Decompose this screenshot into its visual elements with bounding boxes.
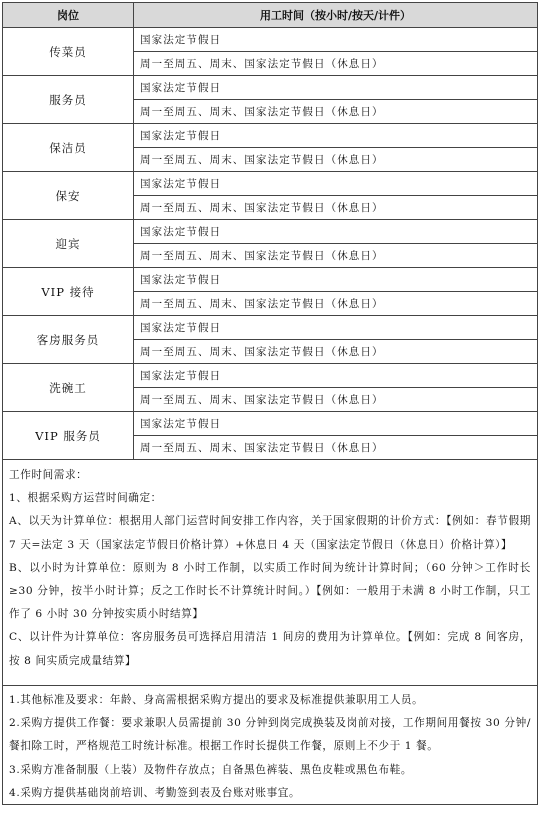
- position-cell: 迎宾: [3, 220, 134, 268]
- option-holiday: 国家法定节假日: [134, 28, 538, 52]
- table-row: [3, 316, 538, 340]
- option-holiday: 国家法定节假日: [134, 316, 538, 340]
- position-cell: VIP 接待: [3, 268, 134, 316]
- position-cell: 传菜员: [3, 28, 134, 76]
- option-weekdays-weekend-holiday: 周一至周五、周末、国家法定节假日（休息日）: [134, 292, 538, 316]
- position-cell: 服务员: [3, 76, 134, 124]
- table-row: [3, 364, 538, 388]
- table-row: [3, 172, 538, 196]
- table-row: [3, 124, 538, 148]
- option-holiday: 国家法定节假日: [134, 268, 538, 292]
- requirements-item-b: B、以小时为计算单位：原则为 8 小时工作制，以实质工作时间为统计计算时间；（60 分钟＞工作时长≥30 分钟，按半小时计算；反之工作时长不计算统计时间。）【例如：一般用于未满 8 小时工作制，只工作了 6 小时 30 分钟按实质小时结算】: [9, 561, 531, 621]
- requirements-item-c: C、以计件为计算单位：客房服务员可选择启用清洁 1 间房的费用为计算单位。【例如：完成 8 间客房，按 8 间实质完成量结算】: [9, 631, 531, 667]
- position-cell: 洗碗工: [3, 364, 134, 412]
- document: [2, 2, 538, 805]
- option-weekdays-weekend-holiday: 周一至周五、周末、国家法定节假日（休息日）: [134, 340, 538, 364]
- position-cell: 保安: [3, 172, 134, 220]
- option-weekdays-weekend-holiday: 周一至周五、周末、国家法定节假日（休息日）: [134, 436, 538, 460]
- table-body: [3, 28, 538, 460]
- option-weekdays-weekend-holiday: 周一至周五、周末、国家法定节假日（休息日）: [134, 388, 538, 412]
- table-row: [3, 220, 538, 244]
- header-position: 岗位: [3, 3, 134, 28]
- other-item-4: 4.采购方提供基础岗前培训、考勤签到表及台账对账事宜。: [9, 786, 301, 799]
- option-weekdays-weekend-holiday: 周一至周五、周末、国家法定节假日（休息日）: [134, 100, 538, 124]
- other-item-3: 3.采购方准备制服（上装）及物件存放点；自备黑色裤装、黑色皮鞋或黑色布鞋。: [9, 763, 413, 776]
- table-row: [3, 76, 538, 100]
- option-weekdays-weekend-holiday: 周一至周五、周末、国家法定节假日（休息日）: [134, 244, 538, 268]
- option-holiday: 国家法定节假日: [134, 364, 538, 388]
- other-item-2: 2.采购方提供工作餐：要求兼职人员需提前 30 分钟到岗完成换装及岗前对接，工作期间用餐按 30 分钟/餐扣除工时，严格规范工时统计标准。根据工作时长提供工作餐，原则上不少于 1 餐。: [9, 717, 531, 753]
- option-holiday: 国家法定节假日: [134, 220, 538, 244]
- option-weekdays-weekend-holiday: 周一至周五、周末、国家法定节假日（休息日）: [134, 196, 538, 220]
- work-time-requirements: [2, 460, 538, 686]
- option-holiday: 国家法定节假日: [134, 76, 538, 100]
- schedule-table: [2, 2, 538, 460]
- table-row: [3, 28, 538, 52]
- table-row: [3, 412, 538, 436]
- header-work-time: 用工时间（按小时/按天/计件）: [134, 3, 538, 28]
- option-holiday: 国家法定节假日: [134, 124, 538, 148]
- option-holiday: 国家法定节假日: [134, 412, 538, 436]
- position-cell: 保洁员: [3, 124, 134, 172]
- table-header-row: [3, 3, 538, 28]
- position-cell: VIP 服务员: [3, 412, 134, 460]
- table-row: [3, 268, 538, 292]
- other-requirements: [2, 686, 538, 805]
- requirements-heading: 工作时间需求：: [9, 469, 88, 481]
- requirements-item-1: 1、根据采购方运营时间确定：: [9, 492, 162, 505]
- option-holiday: 国家法定节假日: [134, 172, 538, 196]
- other-item-1: 1.其他标准及要求：年龄、身高需根据采购方提出的要求及标准提供兼职用工人员。: [9, 694, 424, 706]
- option-weekdays-weekend-holiday: 周一至周五、周末、国家法定节假日（休息日）: [134, 148, 538, 172]
- requirements-item-a: A、以天为计算单位：根据用人部门运营时间安排工作内容，关于国家假期的计价方式：【例如：春节假期 7 天=法定 3 天（国家法定节假日价格计算）+休息日 4 天（国家法定节假日（休息日）价格计算）】: [9, 515, 531, 551]
- position-cell: 客房服务员: [3, 316, 134, 364]
- option-weekdays-weekend-holiday: 周一至周五、周末、国家法定节假日（休息日）: [134, 52, 538, 76]
